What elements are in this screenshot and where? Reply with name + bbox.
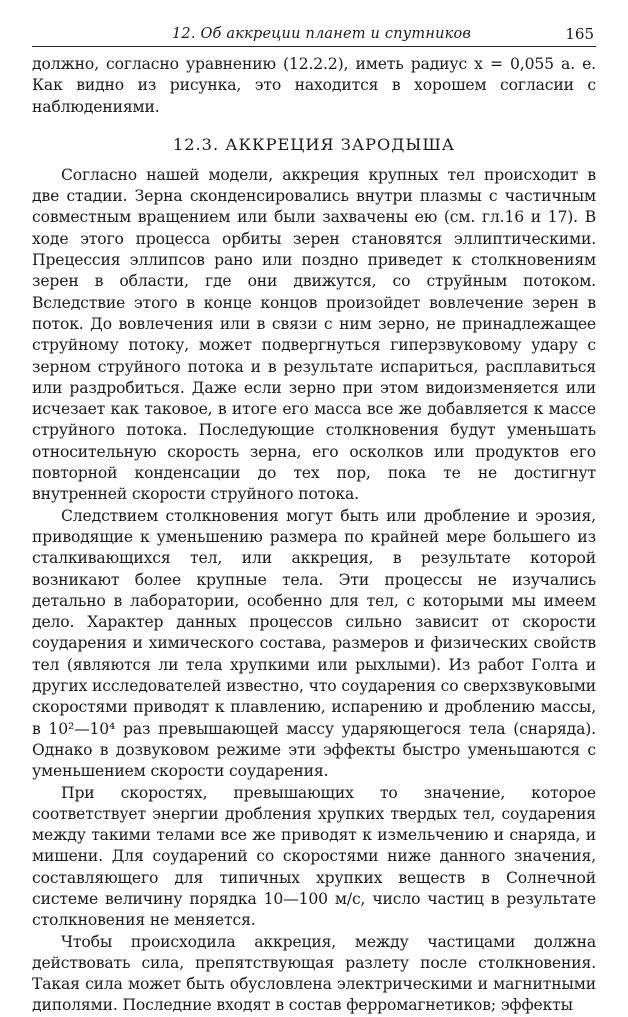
paragraph-2: Следствием столкновения могут быть или дробление и эрозия, приводящие к уменьшению размера по крайней мере большего из сталкивающихся тел, или аккреция, в результате которой возникают более крупные тела. Эти процессы не изучались детально в лаборатории, особенно для тел, с которыми мы имеем дело. Характер данных процессов сильно зависит от скорости соударения и химического состава, размеров и физических свойств тел (являются ли тела хрупкими или рыхлыми). Из работ Голта и других исследователей известно, что соударения со сверхзвуковыми скоростями приводят к плавлению, испарению и дроблению массы, в 10²—10⁴ раз превышающей массу ударяющегося тела (снаряда). Однако в дозвуковом режиме эти эффекты быстро уменьшаются с уменьшением скорости соударения. — [32, 506, 597, 781]
running-title: 12. Об аккреции планет и спутников — [172, 26, 472, 42]
page-number: 165 — [565, 25, 594, 43]
section-heading: 12.3. АККРЕЦИЯ ЗАРОДЫША — [172, 134, 456, 154]
intro-paragraph: должно, согласно уравнению (12.2.2), иметь радиус x = 0,055 а. е. Как видно из рисунка, это находится в хорошем согласии с наблюдениями. — [32, 55, 596, 116]
paragraph-3: При скоростях, превышающих то значение, которое соответствует энергии дробления хрупких твердых тел, соударения между такими телами все же приводят к измельчению и снаряда, и мишени. Для соударений со скоростями ниже данного значения, составляющего для типичных хрупких веществ в Солнечной системе величину порядка 10—100 м/с, число частиц в результате столкновения не меняется. — [32, 783, 596, 930]
book-page — [32, 22, 596, 1017]
paragraph-1: Согласно нашей модели, аккреция крупных тел происходит в две стадии. Зерна сконденсировались внутри плазмы с частичным совместным вращением или были захвачены ею (см. гл.16 и 17). В ходе этого процесса орбиты зерен становятся эллиптическими. Прецессия эллипсов рано или поздно приведет к столкновениям зерен в области, где они движутся, со струйным потоком. Вследствие этого в конце концов произойдет вовлечение зерен в поток. До вовлечения или в связи с ним зерно, не принадлежащее струйному потоку, может подвергнуться гиперзвуковому удару с зерном струйного потока и в результате испариться, расплавиться или раздробиться. Даже если зерно при этом видоизменяется или исчезает как таковое, в итоге его масса все же добавляется к массе струйного потока. Последующие столкновения будут уменьшать относительную скорость зерна, его осколков или продуктов его повторной конденсации до тех пор, пока те не достигнут внутренней скорости струйного потока. — [32, 165, 596, 504]
running-header — [32, 22, 596, 47]
page-body — [32, 54, 596, 1017]
paragraph-4: Чтобы происходила аккреция, между частицами должна действовать сила, препятствующая разлету после столкновения. Такая сила может быть обусловлена электрическими и магнитными диполями. Последние входят в состав ферромагнетиков; эффекты — [32, 932, 596, 1015]
